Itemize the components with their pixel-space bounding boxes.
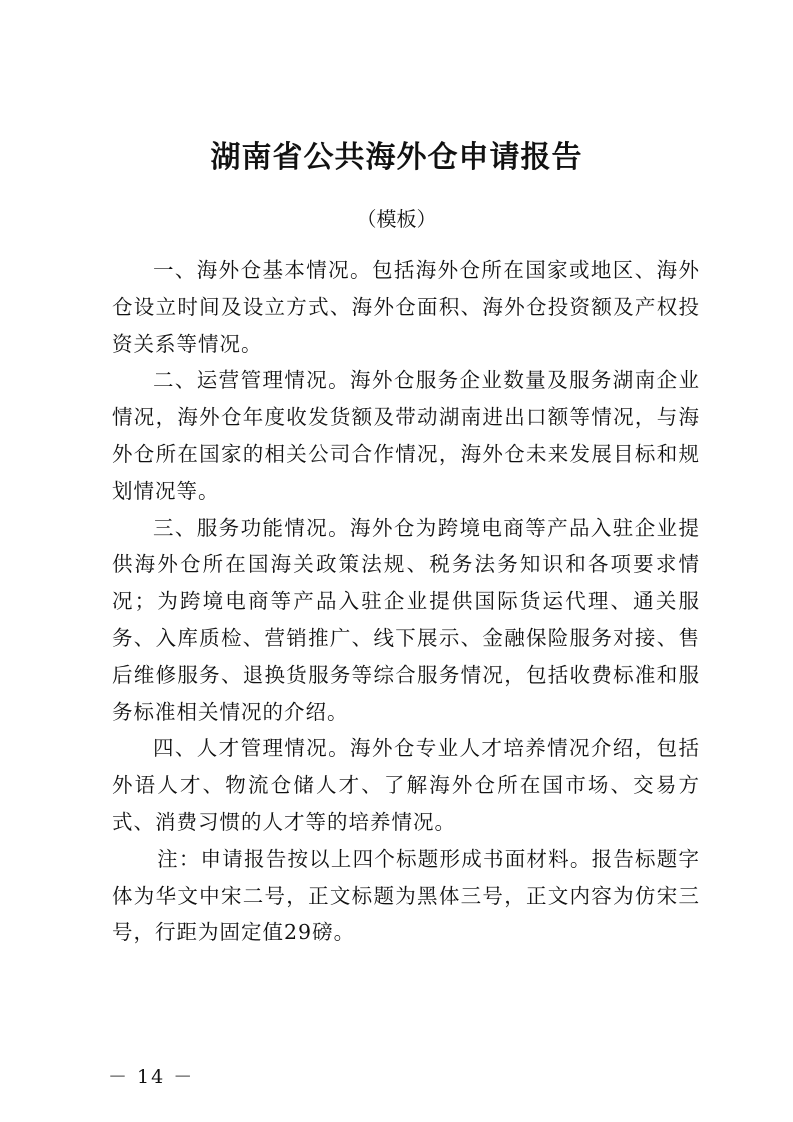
document-body	[112, 252, 700, 951]
paragraph-note: 注：申请报告按以上四个标题形成书面材料。报告标题字体为华文中宋二号，正文标题为黑体三号，正文内容为仿宋三号，行距为固定值29磅。	[112, 846, 700, 945]
paragraph-talent-management: 四、人才管理情况。海外仓专业人才培养情况介绍，包括外语人才、物流仓储人才、了解海外仓所在国市场、交易方式、消费习惯的人才等的培养情况。	[112, 736, 700, 834]
paragraph-basic-info: 一、海外仓基本情况。包括海外仓所在国家或地区、海外仓设立时间及设立方式、海外仓面积、海外仓投资额及产权投资关系等情况。	[112, 258, 700, 356]
page-number: － 14 －	[108, 1066, 195, 1088]
document-subtitle: （模板）	[356, 207, 437, 231]
document-title: 湖南省公共海外仓申请报告	[210, 140, 583, 175]
paragraph-service-functions: 三、服务功能情况。海外仓为跨境电商等产品入驻企业提供海外仓所在国海关政策法规、税务法务知识和各项要求情况；为跨境电商等产品入驻企业提供国际货运代理、通关服务、入库质检、营销推广、线下展示、金融保险服务对接、售后维修服务、退换货服务等综合服务情况，包括收费标准和服务标准相关情况的介绍。	[112, 515, 700, 724]
paragraph-operations: 二、运营管理情况。海外仓服务企业数量及服务湖南企业情况，海外仓年度收发货额及带动湖南进出口额等情况，与海外仓所在国家的相关公司合作情况，海外仓未来发展目标和规划情况等。	[112, 368, 700, 503]
